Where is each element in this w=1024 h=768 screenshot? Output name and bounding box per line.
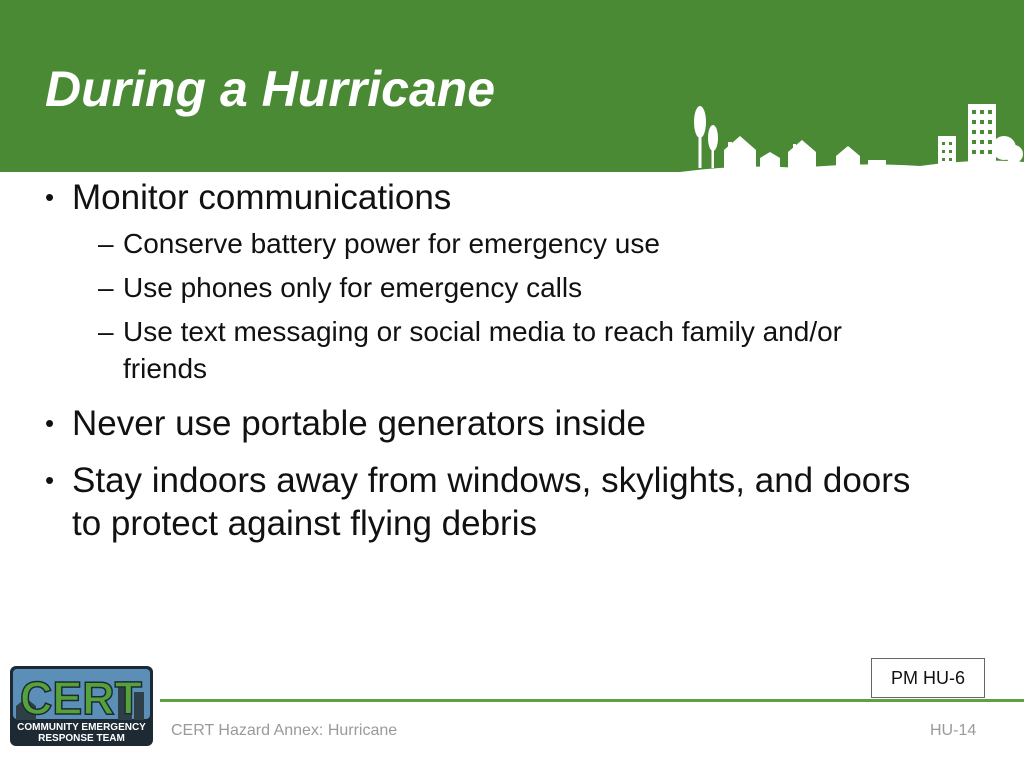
logo-line-1: COMMUNITY EMERGENCY xyxy=(17,722,146,733)
title-banner xyxy=(0,0,1024,172)
sub-bullet-text: Use phones only for emergency calls xyxy=(123,272,583,303)
logo-line-2: RESPONSE TEAM xyxy=(38,733,125,744)
sub-bullet-text: Conserve battery power for emergency use xyxy=(123,228,660,259)
slide-reference-badge xyxy=(871,658,985,698)
sub-bullet-item xyxy=(98,269,923,306)
sub-bullet-marker: – xyxy=(98,228,114,259)
bullet-item xyxy=(45,459,942,545)
skyline-illustration xyxy=(680,98,1024,174)
footer-divider xyxy=(160,699,1024,702)
footer-title: CERT Hazard Annex: Hurricane xyxy=(171,722,398,739)
page-number: HU-14 xyxy=(930,722,977,739)
sub-bullet-item xyxy=(98,225,923,262)
slide-body xyxy=(0,172,1024,642)
badge-label: PM HU-6 xyxy=(890,667,965,688)
sub-bullet-marker: – xyxy=(98,272,114,303)
bullet-marker: • xyxy=(45,465,55,495)
sub-bullet-text: Use text messaging or social media to reach family and/or friends xyxy=(123,316,842,384)
cert-logo xyxy=(10,666,153,746)
bullet-item xyxy=(45,402,952,445)
logo-wordmark: CERT xyxy=(20,672,142,724)
slide-title: During a Hurricane xyxy=(45,61,496,117)
bullet-text: Never use portable generators inside xyxy=(72,404,646,443)
bullet-text: Stay indoors away from windows, skylights, and doors to protect against flying debris xyxy=(72,461,911,543)
sub-bullet-item xyxy=(98,313,913,387)
bullet-item xyxy=(45,176,952,219)
bullet-text: Monitor communications xyxy=(72,178,452,217)
bullet-marker: • xyxy=(45,182,55,212)
bullet-marker: • xyxy=(45,408,55,438)
sub-bullet-marker: – xyxy=(98,316,114,347)
